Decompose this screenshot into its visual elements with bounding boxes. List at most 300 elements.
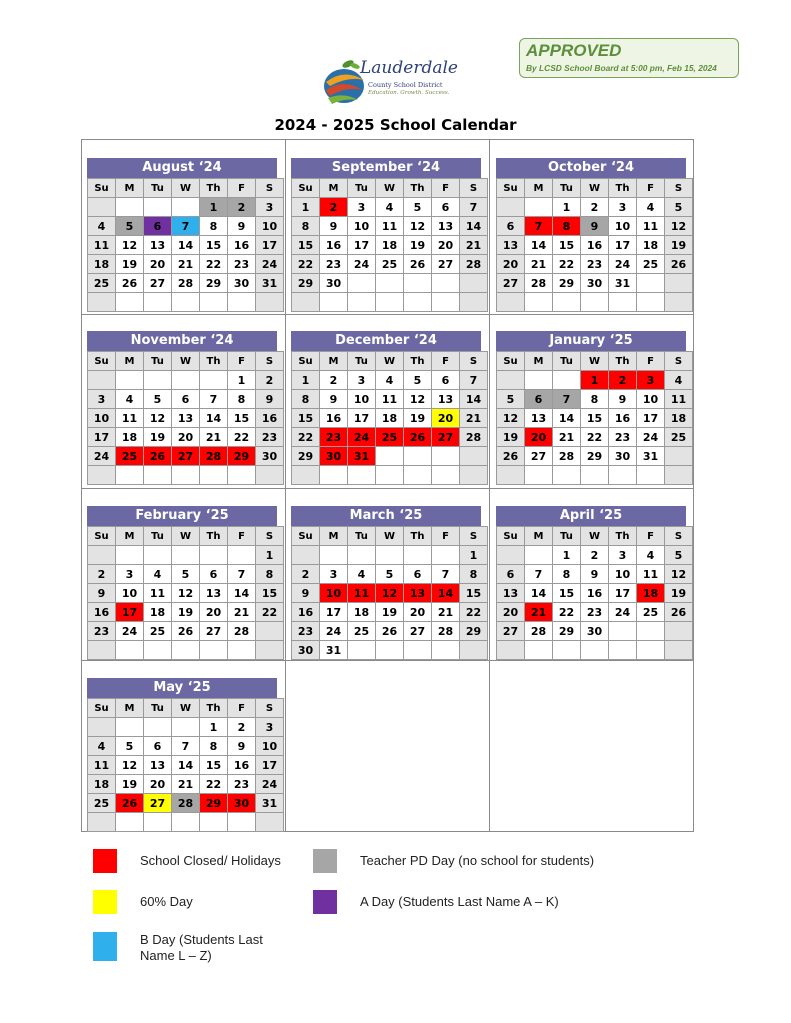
week-row bbox=[292, 255, 488, 274]
empty-cell bbox=[256, 641, 284, 660]
day-cell: 12 bbox=[665, 217, 693, 236]
day-cell: 31 bbox=[320, 641, 348, 660]
day-cell: 28 bbox=[172, 274, 200, 293]
legend-label-closed: School Closed/ Holidays bbox=[140, 853, 281, 868]
day-cell: 10 bbox=[320, 584, 348, 603]
day-cell: 18 bbox=[376, 236, 404, 255]
day-cell: 28 bbox=[432, 622, 460, 641]
day-cell: 20 bbox=[432, 409, 460, 428]
day-cell: 20 bbox=[497, 255, 525, 274]
empty-cell bbox=[172, 293, 200, 312]
day-cell: 27 bbox=[404, 622, 432, 641]
empty-cell bbox=[144, 546, 172, 565]
week-row bbox=[88, 255, 284, 274]
day-cell: 5 bbox=[497, 390, 525, 409]
week-row bbox=[292, 584, 488, 603]
empty-cell bbox=[376, 447, 404, 466]
day-cell: 27 bbox=[200, 622, 228, 641]
day-cell: 15 bbox=[200, 756, 228, 775]
empty-cell bbox=[404, 293, 432, 312]
day-cell: 8 bbox=[228, 390, 256, 409]
day-cell: 19 bbox=[404, 409, 432, 428]
day-cell: 18 bbox=[637, 584, 665, 603]
weekday-label: W bbox=[581, 527, 609, 546]
day-cell: 16 bbox=[256, 409, 284, 428]
day-cell: 2 bbox=[320, 371, 348, 390]
month-calendar bbox=[87, 331, 277, 485]
weekday-header-row bbox=[292, 352, 488, 371]
day-cell: 12 bbox=[172, 584, 200, 603]
empty-cell bbox=[348, 466, 376, 485]
week-row bbox=[497, 622, 693, 641]
weekday-label: Tu bbox=[144, 699, 172, 718]
day-cell: 17 bbox=[116, 603, 144, 622]
weekday-label: Su bbox=[497, 179, 525, 198]
day-cell: 13 bbox=[525, 409, 553, 428]
day-cell: 24 bbox=[116, 622, 144, 641]
week-row bbox=[88, 428, 284, 447]
week-row bbox=[497, 565, 693, 584]
day-cell: 9 bbox=[581, 565, 609, 584]
week-row bbox=[497, 641, 693, 660]
month-grid bbox=[291, 178, 488, 312]
weekday-label: F bbox=[637, 352, 665, 371]
day-cell: 9 bbox=[88, 584, 116, 603]
week-row bbox=[497, 409, 693, 428]
day-cell: 24 bbox=[320, 622, 348, 641]
week-row bbox=[88, 390, 284, 409]
day-cell: 18 bbox=[88, 775, 116, 794]
day-cell: 4 bbox=[665, 371, 693, 390]
month-title: March ‘25 bbox=[291, 506, 481, 526]
month-title: October ‘24 bbox=[496, 158, 686, 178]
week-row bbox=[497, 274, 693, 293]
weekday-label: Th bbox=[609, 352, 637, 371]
day-cell: 19 bbox=[376, 603, 404, 622]
weekday-label: F bbox=[228, 527, 256, 546]
day-cell: 23 bbox=[88, 622, 116, 641]
day-cell: 11 bbox=[637, 565, 665, 584]
day-cell: 7 bbox=[525, 565, 553, 584]
day-cell: 1 bbox=[256, 546, 284, 565]
day-cell: 13 bbox=[144, 756, 172, 775]
week-row bbox=[497, 603, 693, 622]
week-row bbox=[292, 390, 488, 409]
day-cell: 27 bbox=[432, 428, 460, 447]
weekday-label: M bbox=[525, 352, 553, 371]
day-cell: 25 bbox=[376, 428, 404, 447]
day-cell: 3 bbox=[637, 371, 665, 390]
day-cell: 13 bbox=[144, 236, 172, 255]
day-cell: 30 bbox=[292, 641, 320, 660]
legend-label-sixty: 60% Day bbox=[140, 894, 193, 909]
day-cell: 10 bbox=[637, 390, 665, 409]
empty-cell bbox=[88, 546, 116, 565]
weekday-label: S bbox=[665, 179, 693, 198]
month-grid bbox=[496, 351, 693, 485]
day-cell: 3 bbox=[88, 390, 116, 409]
day-cell: 31 bbox=[348, 447, 376, 466]
day-cell: 6 bbox=[200, 565, 228, 584]
legend-swatch-bday bbox=[93, 932, 117, 961]
approved-stamp-title: APPROVED bbox=[526, 41, 622, 60]
weekday-label: M bbox=[525, 179, 553, 198]
day-cell: 8 bbox=[553, 565, 581, 584]
week-row bbox=[497, 466, 693, 485]
weekday-header-row bbox=[497, 527, 693, 546]
month-grid bbox=[291, 351, 488, 485]
empty-cell bbox=[404, 466, 432, 485]
empty-cell bbox=[553, 466, 581, 485]
week-row bbox=[497, 390, 693, 409]
day-cell: 4 bbox=[637, 546, 665, 565]
day-cell: 7 bbox=[553, 390, 581, 409]
day-cell: 28 bbox=[525, 274, 553, 293]
month-grid bbox=[496, 526, 693, 660]
empty-cell bbox=[200, 371, 228, 390]
weekday-header-row bbox=[497, 352, 693, 371]
day-cell: 26 bbox=[497, 447, 525, 466]
empty-cell bbox=[609, 293, 637, 312]
weekday-label: Tu bbox=[553, 527, 581, 546]
weekday-label: M bbox=[320, 179, 348, 198]
day-cell: 26 bbox=[404, 428, 432, 447]
day-cell: 28 bbox=[460, 428, 488, 447]
day-cell: 3 bbox=[116, 565, 144, 584]
week-row bbox=[497, 546, 693, 565]
weekday-label: Tu bbox=[553, 352, 581, 371]
day-cell: 19 bbox=[116, 775, 144, 794]
day-cell: 5 bbox=[404, 371, 432, 390]
day-cell: 10 bbox=[88, 409, 116, 428]
empty-cell bbox=[637, 274, 665, 293]
day-cell: 21 bbox=[553, 428, 581, 447]
week-row bbox=[292, 236, 488, 255]
empty-cell bbox=[581, 641, 609, 660]
legend-label-bday: B Day (Students Last Name L – Z) bbox=[140, 932, 263, 963]
week-row bbox=[292, 641, 488, 660]
empty-cell bbox=[172, 546, 200, 565]
empty-cell bbox=[88, 198, 116, 217]
day-cell: 15 bbox=[292, 409, 320, 428]
day-cell: 29 bbox=[460, 622, 488, 641]
day-cell: 25 bbox=[116, 447, 144, 466]
day-cell: 10 bbox=[609, 217, 637, 236]
week-row bbox=[497, 447, 693, 466]
day-cell: 22 bbox=[553, 603, 581, 622]
day-cell: 18 bbox=[637, 236, 665, 255]
day-cell: 12 bbox=[116, 756, 144, 775]
week-row bbox=[497, 293, 693, 312]
day-cell: 25 bbox=[88, 794, 116, 813]
day-cell: 23 bbox=[228, 775, 256, 794]
day-cell: 24 bbox=[637, 428, 665, 447]
empty-cell bbox=[376, 546, 404, 565]
empty-cell bbox=[348, 274, 376, 293]
day-cell: 17 bbox=[348, 409, 376, 428]
weekday-label: M bbox=[116, 352, 144, 371]
empty-cell bbox=[256, 622, 284, 641]
day-cell: 11 bbox=[88, 236, 116, 255]
day-cell: 14 bbox=[228, 584, 256, 603]
day-cell: 20 bbox=[144, 255, 172, 274]
day-cell: 14 bbox=[460, 390, 488, 409]
day-cell: 8 bbox=[292, 217, 320, 236]
empty-cell bbox=[256, 466, 284, 485]
day-cell: 21 bbox=[460, 409, 488, 428]
day-cell: 7 bbox=[525, 217, 553, 236]
week-row bbox=[88, 813, 284, 832]
day-cell: 16 bbox=[88, 603, 116, 622]
month-calendar bbox=[496, 158, 686, 312]
divider bbox=[81, 488, 694, 489]
empty-cell bbox=[404, 274, 432, 293]
empty-cell bbox=[200, 641, 228, 660]
day-cell: 25 bbox=[665, 428, 693, 447]
week-row bbox=[497, 584, 693, 603]
day-cell: 14 bbox=[200, 409, 228, 428]
month-grid bbox=[87, 351, 284, 485]
day-cell: 17 bbox=[637, 409, 665, 428]
week-row bbox=[88, 217, 284, 236]
day-cell: 25 bbox=[348, 622, 376, 641]
month-calendar bbox=[87, 678, 277, 832]
day-cell: 16 bbox=[581, 236, 609, 255]
empty-cell bbox=[200, 813, 228, 832]
day-cell: 30 bbox=[581, 274, 609, 293]
weekday-label: Th bbox=[404, 352, 432, 371]
weekday-label: W bbox=[581, 179, 609, 198]
week-row bbox=[292, 217, 488, 236]
day-cell: 29 bbox=[200, 274, 228, 293]
weekday-label: S bbox=[665, 352, 693, 371]
weekday-label: Tu bbox=[348, 179, 376, 198]
weekday-label: S bbox=[460, 527, 488, 546]
empty-cell bbox=[144, 198, 172, 217]
week-row bbox=[497, 371, 693, 390]
empty-cell bbox=[88, 813, 116, 832]
day-cell: 3 bbox=[348, 371, 376, 390]
empty-cell bbox=[525, 546, 553, 565]
logo-name: Lauderdale bbox=[360, 58, 458, 78]
day-cell: 6 bbox=[144, 217, 172, 236]
empty-cell bbox=[116, 466, 144, 485]
day-cell: 7 bbox=[228, 565, 256, 584]
divider bbox=[285, 139, 286, 832]
legend-swatch-aday bbox=[313, 890, 337, 914]
day-cell: 19 bbox=[665, 584, 693, 603]
week-row bbox=[292, 293, 488, 312]
week-row bbox=[88, 775, 284, 794]
weekday-label: F bbox=[432, 179, 460, 198]
day-cell: 13 bbox=[172, 409, 200, 428]
day-cell: 15 bbox=[228, 409, 256, 428]
day-cell: 11 bbox=[116, 409, 144, 428]
day-cell: 29 bbox=[200, 794, 228, 813]
week-row bbox=[292, 274, 488, 293]
empty-cell bbox=[144, 813, 172, 832]
weekday-label: Th bbox=[200, 179, 228, 198]
logo-district: County School District bbox=[368, 81, 443, 89]
day-cell: 18 bbox=[144, 603, 172, 622]
legend-swatch-closed bbox=[93, 849, 117, 873]
day-cell: 16 bbox=[228, 756, 256, 775]
day-cell: 29 bbox=[553, 274, 581, 293]
day-cell: 9 bbox=[292, 584, 320, 603]
empty-cell bbox=[172, 466, 200, 485]
day-cell: 26 bbox=[404, 255, 432, 274]
weekday-label: Th bbox=[609, 179, 637, 198]
day-cell: 28 bbox=[172, 794, 200, 813]
weekday-label: S bbox=[256, 699, 284, 718]
day-cell: 20 bbox=[497, 603, 525, 622]
empty-cell bbox=[320, 466, 348, 485]
empty-cell bbox=[460, 293, 488, 312]
day-cell: 1 bbox=[581, 371, 609, 390]
day-cell: 3 bbox=[256, 198, 284, 217]
day-cell: 2 bbox=[88, 565, 116, 584]
weekday-label: Th bbox=[200, 527, 228, 546]
day-cell: 19 bbox=[144, 428, 172, 447]
weekday-label: W bbox=[581, 352, 609, 371]
day-cell: 31 bbox=[256, 794, 284, 813]
day-cell: 27 bbox=[432, 255, 460, 274]
day-cell: 28 bbox=[553, 447, 581, 466]
day-cell: 23 bbox=[320, 255, 348, 274]
day-cell: 12 bbox=[376, 584, 404, 603]
weekday-label: Su bbox=[88, 352, 116, 371]
day-cell: 21 bbox=[172, 255, 200, 274]
day-cell: 22 bbox=[228, 428, 256, 447]
day-cell: 12 bbox=[404, 390, 432, 409]
weekday-label: W bbox=[172, 352, 200, 371]
day-cell: 7 bbox=[200, 390, 228, 409]
weekday-label: F bbox=[637, 179, 665, 198]
weekday-label: F bbox=[432, 527, 460, 546]
day-cell: 18 bbox=[376, 409, 404, 428]
week-row bbox=[292, 371, 488, 390]
empty-cell bbox=[144, 293, 172, 312]
day-cell: 17 bbox=[256, 236, 284, 255]
weekday-label: M bbox=[320, 527, 348, 546]
empty-cell bbox=[228, 293, 256, 312]
day-cell: 23 bbox=[320, 428, 348, 447]
day-cell: 10 bbox=[348, 390, 376, 409]
day-cell: 8 bbox=[200, 737, 228, 756]
day-cell: 8 bbox=[553, 217, 581, 236]
weekday-label: W bbox=[376, 527, 404, 546]
empty-cell bbox=[116, 371, 144, 390]
day-cell: 12 bbox=[665, 565, 693, 584]
day-cell: 13 bbox=[404, 584, 432, 603]
day-cell: 17 bbox=[609, 584, 637, 603]
empty-cell bbox=[460, 641, 488, 660]
week-row bbox=[88, 198, 284, 217]
day-cell: 23 bbox=[581, 255, 609, 274]
empty-cell bbox=[320, 293, 348, 312]
empty-cell bbox=[88, 466, 116, 485]
weekday-label: W bbox=[172, 527, 200, 546]
day-cell: 27 bbox=[525, 447, 553, 466]
day-cell: 22 bbox=[200, 255, 228, 274]
empty-cell bbox=[200, 546, 228, 565]
weekday-label: Tu bbox=[348, 527, 376, 546]
divider bbox=[81, 660, 694, 661]
day-cell: 11 bbox=[665, 390, 693, 409]
day-cell: 14 bbox=[432, 584, 460, 603]
day-cell: 17 bbox=[348, 236, 376, 255]
day-cell: 27 bbox=[497, 274, 525, 293]
empty-cell bbox=[609, 466, 637, 485]
day-cell: 20 bbox=[200, 603, 228, 622]
day-cell: 31 bbox=[609, 274, 637, 293]
day-cell: 1 bbox=[553, 198, 581, 217]
week-row bbox=[88, 718, 284, 737]
day-cell: 8 bbox=[256, 565, 284, 584]
weekday-header-row bbox=[497, 179, 693, 198]
day-cell: 12 bbox=[404, 217, 432, 236]
weekday-label: S bbox=[256, 527, 284, 546]
empty-cell bbox=[525, 466, 553, 485]
weekday-label: W bbox=[376, 352, 404, 371]
day-cell: 17 bbox=[320, 603, 348, 622]
day-cell: 20 bbox=[172, 428, 200, 447]
district-logo bbox=[318, 56, 458, 114]
weekday-header-row bbox=[88, 179, 284, 198]
day-cell: 6 bbox=[404, 565, 432, 584]
day-cell: 1 bbox=[292, 371, 320, 390]
day-cell: 5 bbox=[665, 546, 693, 565]
day-cell: 13 bbox=[497, 236, 525, 255]
day-cell: 21 bbox=[228, 603, 256, 622]
week-row bbox=[497, 198, 693, 217]
month-title: May ‘25 bbox=[87, 678, 277, 698]
day-cell: 19 bbox=[172, 603, 200, 622]
day-cell: 6 bbox=[497, 565, 525, 584]
month-grid bbox=[291, 526, 488, 660]
empty-cell bbox=[581, 466, 609, 485]
weekday-label: Th bbox=[609, 527, 637, 546]
day-cell: 17 bbox=[609, 236, 637, 255]
month-calendar bbox=[87, 506, 277, 660]
day-cell: 26 bbox=[116, 274, 144, 293]
day-cell: 3 bbox=[348, 198, 376, 217]
empty-cell bbox=[404, 447, 432, 466]
day-cell: 10 bbox=[256, 737, 284, 756]
day-cell: 11 bbox=[88, 756, 116, 775]
day-cell: 5 bbox=[172, 565, 200, 584]
day-cell: 22 bbox=[581, 428, 609, 447]
weekday-label: S bbox=[665, 527, 693, 546]
week-row bbox=[497, 217, 693, 236]
day-cell: 2 bbox=[228, 198, 256, 217]
week-row bbox=[88, 293, 284, 312]
day-cell: 23 bbox=[581, 603, 609, 622]
day-cell: 11 bbox=[637, 217, 665, 236]
month-calendar bbox=[291, 506, 481, 660]
empty-cell bbox=[553, 371, 581, 390]
empty-cell bbox=[637, 466, 665, 485]
empty-cell bbox=[200, 466, 228, 485]
empty-cell bbox=[497, 198, 525, 217]
logo-tagline: Education. Growth. Success. bbox=[368, 90, 450, 96]
day-cell: 28 bbox=[460, 255, 488, 274]
day-cell: 19 bbox=[404, 236, 432, 255]
month-calendar bbox=[291, 331, 481, 485]
day-cell: 16 bbox=[320, 409, 348, 428]
day-cell: 9 bbox=[228, 217, 256, 236]
day-cell: 20 bbox=[432, 236, 460, 255]
